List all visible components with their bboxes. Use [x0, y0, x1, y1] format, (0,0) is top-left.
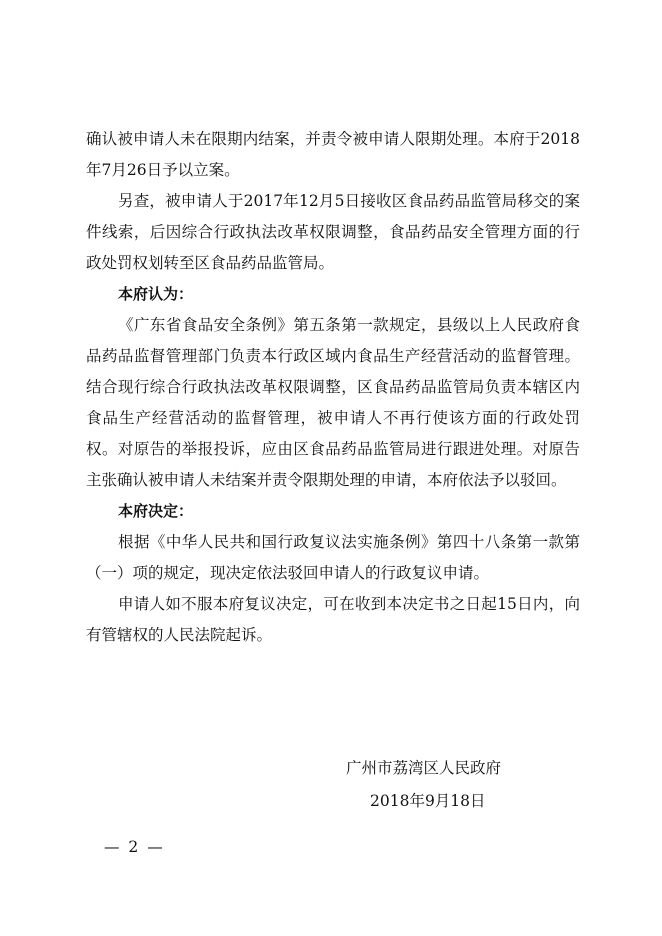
paragraph-further-investigation: 另查，被申请人于2017年12月5日接收区食品药品监管局移交的案件线索，后因综合行政执法改革权限调整，食品药品安全管理方面的行政处罚权划转至区食品药品监管局。 [86, 192, 580, 272]
signature-organization: 广州市荔湾区人民政府 [346, 759, 502, 777]
signature-block [340, 752, 580, 818]
paragraph-appeal-notice: 申请人如不服本府复议决定，可在收到本决定书之日起15日内，向有管辖权的人民法院起诉。 [86, 595, 580, 644]
document-body [86, 124, 580, 651]
page-number: — 2 — [104, 838, 165, 856]
paragraph-opinion: 《广东省食品安全条例》第五条第一款规定，县级以上人民政府食品药品监督管理部门负责本行政区域内食品生产经营活动的监督管理。结合现行综合行政执法改革权限调整，区食品药品监管局负责本辖区内食品生产经营活动的监督管理，被申请人不再行使该方面的行政处罚权。对原告的举报投诉，应由区食品药品监管局进行跟进处理。对原告主张确认被申请人未结案并责令限期处理的申请，本府依法予以驳回。 [86, 316, 580, 489]
paragraph-case-filing: 确认被申请人未在限期内结案，并责令被申请人限期处理。本府于2018年7月26日予以立案。 [86, 130, 580, 179]
heading-decision: 本府决定： [118, 502, 194, 520]
paragraph-decision: 根据《中华人民共和国行政复议法实施条例》第四十八条第一款第（一）项的规定，现决定依法驳回申请人的行政复议申请。 [86, 533, 580, 582]
heading-opinion: 本府认为： [118, 285, 194, 303]
signature-date: 2018年9月18日 [370, 792, 486, 810]
